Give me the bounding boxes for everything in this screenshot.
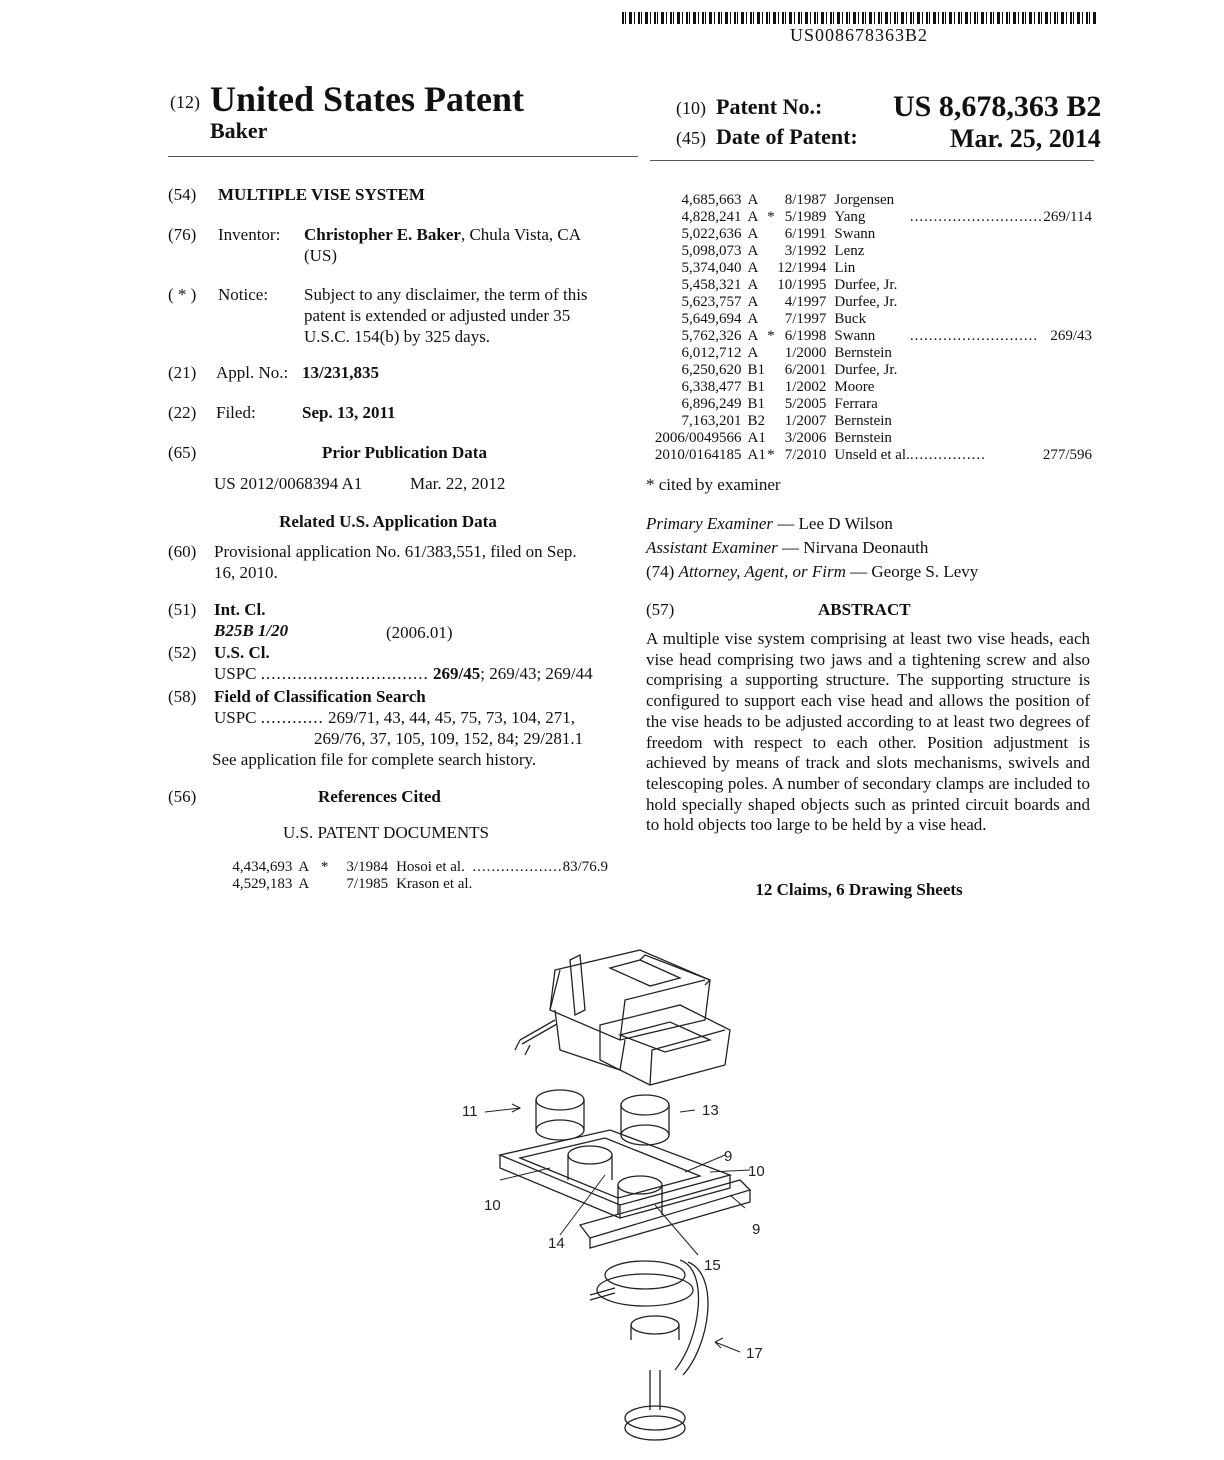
ref-number: 6,896,249 (681, 396, 742, 412)
ref-number: 7,163,201 (681, 413, 742, 429)
reference-row (652, 430, 1092, 447)
primary-examiner-name: — Lee D Wilson (773, 514, 893, 533)
ref-dots (910, 277, 1043, 294)
code-45: (45) (676, 128, 706, 148)
ref-star (767, 243, 775, 260)
ref-class (1043, 226, 1092, 243)
ref-star: * (767, 328, 775, 344)
ref-kind: A (747, 277, 759, 293)
code-notice: ( * ) (168, 285, 197, 304)
ref-star (767, 345, 775, 362)
ref-number: 5,022,636 (681, 226, 742, 242)
reference-row (652, 294, 1092, 311)
ref-star (767, 311, 775, 328)
ref-number: 5,098,073 (681, 243, 742, 259)
ref-class (1043, 260, 1092, 277)
patent-no-label: Patent No.: (716, 94, 823, 119)
code-51: (51) (168, 600, 197, 619)
abstract-header (646, 599, 1092, 621)
filed-field (168, 402, 618, 424)
reference-row (652, 379, 1092, 396)
ref-dots (910, 192, 1043, 209)
ref-date: 5/1989 (784, 209, 827, 225)
ref-kind: A (298, 859, 310, 875)
code-54: (54) (168, 185, 197, 204)
int-cl-field (168, 599, 618, 643)
figure-label-10-right: 10 (748, 1163, 765, 1180)
ref-class: 277/596 (1042, 447, 1092, 463)
ref-name: Bernstein (834, 345, 892, 361)
ref-dots (910, 379, 1043, 396)
ref-date: 7/1997 (784, 311, 827, 327)
ref-date: 6/1991 (784, 226, 827, 242)
int-cl-label: Int. Cl. (214, 600, 266, 619)
ref-star (767, 413, 775, 430)
ref-number: 5,458,321 (681, 277, 742, 293)
patent-date: Mar. 25, 2014 (950, 124, 1101, 153)
ref-star (767, 226, 775, 243)
ref-star (767, 430, 775, 447)
figure-label-14: 14 (548, 1235, 565, 1252)
ref-name: Yang (834, 209, 866, 225)
code-22: (22) (168, 403, 197, 422)
field-search-uspc-label: USPC (214, 708, 257, 727)
related-heading: Related U.S. Application Data (279, 512, 497, 531)
field-search-dots: ............ (260, 708, 324, 727)
ref-date: 3/2006 (784, 430, 827, 446)
ref-star (767, 260, 775, 277)
references-right-table (652, 192, 1092, 464)
ref-dots (472, 876, 562, 893)
provisional-line-2: 16, 2010. (214, 563, 278, 582)
code-65: (65) (168, 443, 197, 462)
ref-star (767, 379, 775, 396)
ref-class (1043, 362, 1092, 379)
ref-date: 6/1998 (784, 328, 827, 344)
abstract-heading: ABSTRACT (818, 600, 911, 619)
ref-name: Swann (834, 328, 876, 344)
ref-date: 1/2000 (784, 345, 827, 361)
abstract-text: A multiple vise system comprising at least two vise heads, each vise head comprising two jaws and a tightening screw and also comprising a supporting structure. The supporting structure is configured to support each vise head and allows the position of the vise heads to be adjusted according to at least two degrees of freedom with respect to each other. Position adjustment is achieved by means of track and slots mechanisms, swivels and telescoping poles. A number of secondary clamps are included to hold specially shaped objects such as printed circuit boards and to hold objects too large to be held by a vise head. (646, 629, 1090, 835)
ref-dots (910, 311, 1043, 328)
reference-row (652, 447, 1092, 464)
provisional-line-1: Provisional application No. 61/383,551, filed on Sep. (214, 542, 577, 561)
us-cl-label: U.S. Cl. (214, 643, 270, 662)
attorney-name: — George S. Levy (845, 562, 979, 581)
ref-star (767, 362, 775, 379)
ref-name: Hosoi et al. (396, 859, 465, 875)
ref-number: 6,012,712 (681, 345, 742, 361)
ref-star (767, 294, 775, 311)
appl-no-field (168, 362, 618, 384)
claims-line: 12 Claims, 6 Drawing Sheets (755, 880, 963, 899)
inventor-country: (US) (304, 246, 338, 265)
reference-row (652, 311, 1092, 328)
track-base (500, 1130, 750, 1248)
inventor-surname: Baker (210, 118, 268, 143)
cited-note: * cited by examiner (646, 475, 781, 494)
ref-date: 10/1995 (777, 277, 827, 293)
field-search-label: Field of Classification Search (214, 687, 426, 706)
ref-date: 12/1994 (777, 260, 827, 276)
ref-kind: A (747, 260, 759, 276)
ref-number: 5,623,757 (681, 294, 742, 310)
reference-row (652, 413, 1092, 430)
prior-pub-field (168, 442, 618, 464)
vise-screw-left (515, 1020, 557, 1055)
clamp-base (590, 1260, 708, 1440)
code-52: (52) (168, 643, 197, 662)
barcode (622, 12, 1096, 24)
ref-kind: B1 (747, 379, 766, 395)
figure-label-13: 13 (702, 1102, 719, 1119)
field-search-note: See application file for complete search history. (212, 750, 537, 769)
ref-kind: A (747, 328, 759, 344)
ref-kind: A (298, 876, 310, 892)
ref-star (767, 192, 775, 209)
inventor-name: Christopher E. Baker (304, 225, 461, 244)
reference-row (200, 859, 608, 876)
ref-number: 4,529,183 (232, 876, 293, 892)
code-57: (57) (646, 600, 675, 619)
ref-number: 6,338,477 (681, 379, 742, 395)
ref-date: 3/1984 (346, 859, 389, 875)
ref-kind: B2 (747, 413, 766, 429)
ref-kind: A (747, 209, 759, 225)
reference-row (652, 362, 1092, 379)
code-60: (60) (168, 542, 197, 561)
ref-class (1043, 311, 1092, 328)
ref-dots: ................ (909, 447, 986, 463)
ref-star: * (320, 859, 329, 875)
ref-number: 5,374,040 (681, 260, 742, 276)
us-cl-dots: ................................ (260, 664, 429, 683)
ref-date: 7/2010 (784, 447, 827, 463)
ref-class (1043, 192, 1092, 209)
prior-pub-date: Mar. 22, 2012 (410, 474, 506, 493)
refs-heading: References Cited (318, 787, 441, 806)
ref-dots (910, 345, 1043, 362)
ref-star (321, 876, 333, 893)
ref-kind: A (747, 226, 759, 242)
ref-name: Moore (834, 379, 875, 395)
attorney (646, 561, 978, 582)
ref-date: 6/2001 (784, 362, 827, 378)
ref-class (1043, 345, 1092, 362)
ref-name: Ferrara (834, 396, 878, 412)
title-field (168, 184, 618, 205)
ref-number: 4,434,693 (232, 859, 293, 875)
us-cl-rest: ; 269/43; 269/44 (480, 664, 593, 683)
ref-class: 269/114 (1043, 209, 1092, 225)
ref-name: Lin (834, 260, 856, 276)
ref-number: 6,250,620 (681, 362, 742, 378)
figure-label-9-top: 9 (724, 1148, 733, 1165)
ref-name: Jorgensen (834, 192, 895, 208)
ref-dots (910, 294, 1043, 311)
refs-subheading: U.S. PATENT DOCUMENTS (283, 823, 489, 842)
appl-no-label: Appl. No.: (216, 363, 289, 382)
field-search-field (168, 686, 618, 776)
references-left-table (200, 859, 608, 893)
field-search-line-1: 269/71, 43, 44, 45, 75, 73, 104, 271, (328, 708, 576, 727)
notice-line-2: patent is extended or adjusted under 35 (304, 306, 571, 325)
ref-number: 5,649,694 (681, 311, 742, 327)
reference-row (652, 226, 1092, 243)
reference-row (200, 876, 608, 893)
notice-field (168, 284, 618, 350)
ref-name: Durfee, Jr. (834, 277, 898, 293)
ref-star: * (767, 447, 775, 463)
refs-field (168, 786, 618, 808)
ref-star (767, 396, 775, 413)
ref-date: 1/2007 (784, 413, 827, 429)
ref-dots (910, 396, 1043, 413)
reference-row (652, 260, 1092, 277)
vise-drawing (440, 940, 800, 1450)
ref-number: 2006/0049566 (654, 430, 742, 446)
assistant-examiner (646, 537, 928, 558)
ref-class (563, 876, 608, 893)
code-56: (56) (168, 787, 197, 806)
document-number: US008678363B2 (790, 25, 929, 45)
invention-title: MULTIPLE VISE SYSTEM (218, 185, 425, 204)
notice-label: Notice: (218, 285, 269, 304)
ref-name: Buck (834, 311, 867, 327)
ref-class: 269/43 (1050, 328, 1092, 344)
reference-row (652, 277, 1092, 294)
ref-date: 1/2002 (784, 379, 827, 395)
ref-class (1043, 396, 1092, 413)
inventor-label: Inventor: (218, 225, 281, 244)
filed-value: Sep. 13, 2011 (302, 403, 396, 422)
primary-examiner (646, 513, 893, 534)
header-rule-right (650, 160, 1094, 161)
ref-dots: ................... (472, 859, 563, 875)
assistant-examiner-name: — Nirvana Deonauth (777, 538, 929, 557)
ref-dots: ............................ (909, 209, 1043, 225)
date-label: Date of Patent: (716, 124, 858, 149)
ref-kind: A (747, 294, 759, 310)
us-cl-uspc-label: USPC (214, 664, 257, 683)
reference-row (652, 192, 1092, 209)
ref-star: * (767, 209, 775, 225)
ref-kind: A1 (747, 430, 766, 446)
ref-name: Unseld et al. (834, 447, 910, 463)
ref-name: Swann (834, 226, 876, 242)
ref-name: Bernstein (834, 413, 892, 429)
attorney-label: Attorney, Agent, or Firm (678, 562, 846, 581)
ref-star (767, 277, 775, 294)
header-rule-left (168, 156, 638, 157)
ref-dots (910, 226, 1043, 243)
reference-row (652, 243, 1092, 260)
ref-kind: A (747, 192, 759, 208)
ref-class (1043, 243, 1092, 260)
figure-label-11: 11 (462, 1103, 478, 1120)
ref-dots (910, 260, 1043, 277)
figure-label-9-right: 9 (752, 1221, 761, 1238)
notice-line-3: U.S.C. 154(b) by 325 days. (304, 327, 491, 346)
field-search-line-2: 269/76, 37, 105, 109, 152, 84; 29/281.1 (314, 729, 584, 748)
ref-kind: B1 (747, 362, 766, 378)
provisional-field (168, 541, 618, 585)
ref-class (1043, 413, 1092, 430)
reference-row (652, 328, 1092, 345)
prior-pub-number: US 2012/0068394 A1 (214, 474, 363, 493)
ref-number: 2010/0164185 (654, 447, 742, 463)
ref-kind: A (747, 345, 759, 361)
ref-dots (910, 243, 1043, 260)
ref-name: Durfee, Jr. (834, 362, 898, 378)
appl-no-value: 13/231,835 (302, 363, 379, 382)
vise-jaw-second (600, 1005, 730, 1085)
code-21: (21) (168, 363, 197, 382)
ref-date: 7/1985 (346, 876, 389, 892)
code-76: (76) (168, 225, 197, 244)
ref-class (1043, 379, 1092, 396)
patent-title: United States Patent (210, 79, 524, 119)
ref-class (1043, 294, 1092, 311)
ref-dots (910, 413, 1043, 430)
int-cl-class: B25B 1/20 (214, 621, 289, 640)
us-cl-primary: 269/45 (433, 664, 481, 683)
ref-date: 3/1992 (784, 243, 827, 259)
figure-label-15: 15 (704, 1257, 721, 1274)
ref-class: 83/76.9 (562, 859, 608, 875)
code-10: (10) (676, 98, 706, 118)
ref-name: Krason et al. (396, 876, 473, 892)
figure-label-10-left: 10 (484, 1197, 501, 1214)
reference-row (652, 345, 1092, 362)
ref-date: 4/1997 (784, 294, 827, 310)
patent-number: US 8,678,363 B2 (893, 90, 1102, 123)
code-58: (58) (168, 687, 197, 706)
ref-date: 5/2005 (784, 396, 827, 412)
ref-name: Bernstein (834, 430, 892, 446)
filed-label: Filed: (216, 403, 256, 422)
primary-examiner-label: Primary Examiner (646, 514, 774, 533)
ref-class (1043, 277, 1092, 294)
code-74: (74) (646, 562, 675, 581)
ref-kind: A1 (747, 447, 766, 463)
vise-swivels (536, 1090, 669, 1215)
vise-jaw-top (550, 950, 710, 1070)
ref-dots (910, 430, 1043, 447)
reference-row (652, 209, 1092, 226)
ref-number: 5,762,326 (681, 328, 742, 344)
assistant-examiner-label: Assistant Examiner (646, 538, 778, 557)
us-cl-field (168, 642, 618, 686)
ref-name: Lenz (834, 243, 865, 259)
figure-label-17: 17 (746, 1345, 763, 1362)
ref-number: 4,828,241 (681, 209, 742, 225)
int-cl-version: (2006.01) (386, 623, 453, 642)
notice-line-1: Subject to any disclaimer, the term of this (304, 285, 588, 304)
ref-kind: B1 (747, 396, 766, 412)
code-12: (12) (170, 92, 200, 112)
ref-kind: A (747, 311, 759, 327)
ref-class (1043, 430, 1092, 447)
ref-kind: A (747, 243, 759, 259)
inventor-field (168, 224, 618, 268)
prior-pub-heading: Prior Publication Data (322, 443, 487, 462)
ref-date: 8/1987 (784, 192, 827, 208)
inventor-location: , Chula Vista, CA (460, 225, 581, 244)
reference-row (652, 396, 1092, 413)
ref-name: Durfee, Jr. (834, 294, 898, 310)
ref-dots: ........................... (909, 328, 1039, 344)
ref-dots (910, 362, 1043, 379)
ref-number: 4,685,663 (681, 192, 742, 208)
